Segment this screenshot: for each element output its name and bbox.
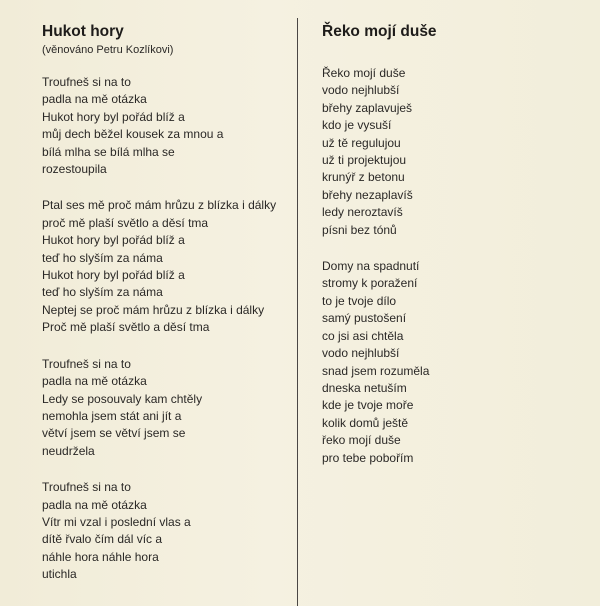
- lyric-line: padla na mě otázka: [42, 374, 147, 389]
- lyric-line: vodo nejhlubší: [322, 83, 400, 98]
- lyric-line: stromy k poražení: [322, 276, 418, 291]
- stanza: [42, 197, 290, 336]
- song-hukot-hory: [42, 22, 290, 603]
- lyric-line: padla na mě otázka: [42, 92, 147, 107]
- lyric-line: dneska netuším: [322, 380, 407, 395]
- lyric-line: Hukot hory byl pořád blíž a: [42, 233, 185, 248]
- lyric-line: teď ho slyším za náma: [42, 285, 163, 300]
- lyric-line: padla na mě otázka: [42, 497, 147, 512]
- stanza: [322, 258, 572, 467]
- lyric-line: snad jsem rozuměla: [322, 363, 430, 378]
- lyric-line: Neptej se proč mám hrůzu z blízka i dálky: [42, 302, 265, 317]
- lyric-line: Proč mě plaší světlo a děsí tma: [42, 320, 210, 335]
- lyric-line: nemohla jsem stát ani jít a: [42, 408, 182, 423]
- stanza: [42, 74, 290, 178]
- song-title: Řeko mojí duše: [322, 23, 437, 40]
- lyric-line: samý pustošení: [322, 311, 407, 326]
- song-title: Hukot hory: [42, 23, 124, 40]
- lyric-line: neudržela: [42, 443, 95, 458]
- lyric-line: bílá mlha se bílá mlha se: [42, 144, 175, 159]
- lyric-line: dítě řvalo čím dál víc a: [42, 532, 163, 547]
- lyric-line: vodo nejhlubší: [322, 346, 400, 361]
- song-dedication: (věnováno Petru Kozlíkovi): [42, 44, 174, 56]
- lyric-line: písni bez tónů: [322, 222, 397, 237]
- lyric-line: utichla: [42, 567, 77, 582]
- lyric-line: ledy neroztavíš: [322, 205, 403, 220]
- lyric-line: rozestoupila: [42, 162, 107, 177]
- lyric-line: Vítr mi vzal i poslední vlas a: [42, 514, 191, 529]
- lyrics: [42, 74, 290, 584]
- lyric-line: teď ho slyším za náma: [42, 250, 163, 265]
- lyric-line: pro tebe pobořím: [322, 450, 414, 465]
- column-divider: [297, 18, 298, 606]
- lyric-line: už tě regulujou: [322, 135, 401, 150]
- lyric-line: krunýř z betonu: [322, 170, 405, 185]
- stanza: [322, 65, 572, 239]
- lyric-line: kde je tvoje moře: [322, 398, 414, 413]
- lyric-line: větví jsem se větví jsem se: [42, 426, 186, 441]
- lyric-line: Řeko mojí duše: [322, 66, 406, 80]
- lyric-line: Troufneš si na to: [42, 75, 131, 89]
- lyric-line: co jsi asi chtěla: [322, 328, 404, 343]
- lyric-line: Hukot hory byl pořád blíž a: [42, 109, 185, 124]
- lyric-line: už ti projektujou: [322, 153, 407, 168]
- lyric-line: Ptal ses mě proč mám hrůzu z blízka i dálky: [42, 198, 277, 213]
- lyric-line: kolik domů ještě: [322, 415, 409, 430]
- lyrics: [322, 65, 572, 467]
- lyric-line: Troufneš si na to: [42, 480, 131, 495]
- lyric-line: Troufneš si na to: [42, 356, 131, 371]
- lyric-line: kdo je vysuší: [322, 118, 392, 133]
- song-reko-moji-duse: [322, 22, 572, 486]
- lyric-line: břehy nezaplavíš: [322, 187, 413, 202]
- lyric-line: řeko mojí duše: [322, 433, 401, 448]
- lyric-line: to je tvoje dílo: [322, 293, 397, 308]
- lyric-line: Ledy se posouvaly kam chtěly: [42, 391, 203, 406]
- lyric-line: břehy zaplavuješ: [322, 100, 413, 115]
- lyric-line: náhle hora náhle hora: [42, 549, 159, 564]
- lyric-line: proč mě plaší světlo a děsí tma: [42, 215, 209, 230]
- stanza: [42, 356, 290, 460]
- stanza: [42, 479, 290, 583]
- lyric-line: Hukot hory byl pořád blíž a: [42, 268, 185, 283]
- lyric-line: můj dech běžel kousek za mnou a: [42, 127, 224, 142]
- lyric-line: Domy na spadnutí: [322, 259, 420, 274]
